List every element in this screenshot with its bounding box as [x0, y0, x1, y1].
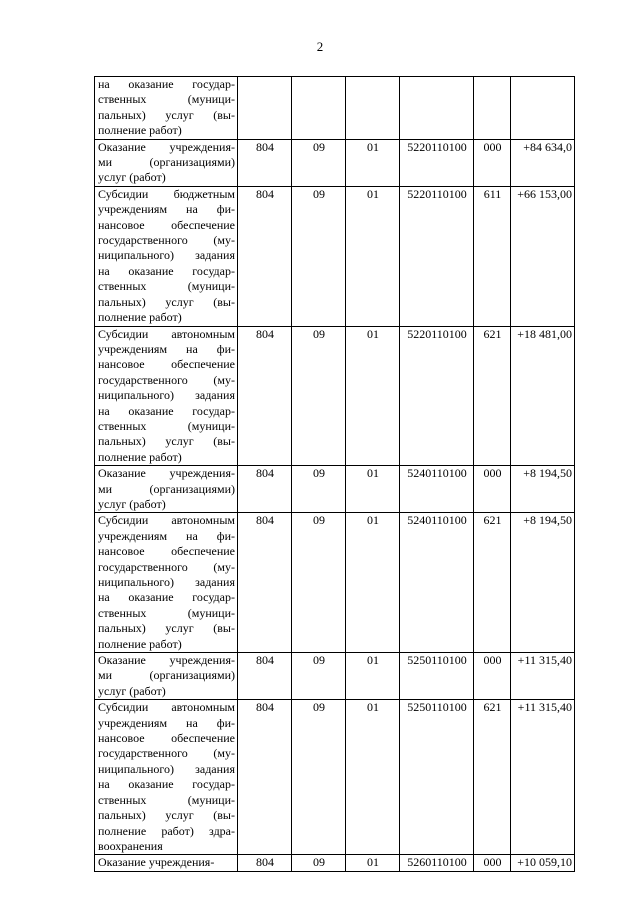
description-line: ми (организациями) — [98, 481, 235, 496]
amount-cell: +8 194,50 — [511, 513, 575, 653]
page-number: 2 — [316, 39, 324, 54]
section-cell: 09 — [292, 653, 346, 700]
description-line: учреждениям на фи- — [98, 715, 235, 730]
amount-cell — [511, 77, 575, 140]
expense-type-cell: 000 — [474, 653, 511, 700]
amount-cell: +84 634,0 — [511, 139, 575, 186]
description-line: на оказание государ- — [98, 590, 235, 605]
description-line: Субсидии автономным — [98, 700, 235, 715]
chapter-code-cell: 804 — [238, 186, 292, 326]
subsection-cell: 01 — [346, 186, 400, 326]
description-line: ниципального) задания — [98, 248, 235, 263]
description-line: услуг (работ) — [98, 170, 166, 185]
description-line: полнение работ) — [98, 636, 182, 651]
target-article-cell: 5220110100 — [400, 326, 474, 466]
description-line: учреждениям на фи- — [98, 202, 235, 217]
description-line: пальных) услуг (вы- — [98, 434, 235, 449]
description-line: ми (организациями) — [98, 668, 235, 683]
subsection-cell: 01 — [346, 513, 400, 653]
chapter-code-cell: 804 — [238, 139, 292, 186]
chapter-code-cell: 804 — [238, 700, 292, 855]
description-line: на оказание государ- — [98, 263, 235, 278]
description-line: учреждениям на фи- — [98, 341, 235, 356]
amount-cell: +18 481,00 — [511, 326, 575, 466]
section-cell — [292, 77, 346, 140]
description-line: полнение работ) — [98, 449, 182, 464]
target-article-cell: 5240110100 — [400, 513, 474, 653]
section-cell: 09 — [292, 186, 346, 326]
description-line: Субсидии автономным — [98, 326, 235, 341]
description-line: учреждениям на фи- — [98, 528, 235, 543]
description-line: на оказание государ- — [98, 403, 235, 418]
description-cell — [95, 653, 238, 700]
description-line: государственного (му- — [98, 559, 235, 574]
description-cell — [95, 855, 238, 871]
description-line: воохранения — [98, 838, 163, 853]
description-line: нансовое обеспечение — [98, 731, 235, 746]
section-cell: 09 — [292, 513, 346, 653]
target-article-cell: 5250110100 — [400, 700, 474, 855]
table-row — [95, 700, 575, 855]
expense-type-cell: 000 — [474, 855, 511, 871]
description-line: нансовое обеспечение — [98, 217, 235, 232]
amount-cell: +8 194,50 — [511, 466, 575, 513]
table-row — [95, 186, 575, 326]
amount-cell: +11 315,40 — [511, 700, 575, 855]
description-line: ниципального) задания — [98, 575, 235, 589]
table-row — [95, 653, 575, 700]
target-article-cell: 5220110100 — [400, 139, 474, 186]
target-article-cell: 5260110100 — [400, 855, 474, 871]
description-line: Субсидии бюджетным — [98, 186, 235, 201]
description-cell — [95, 326, 238, 466]
expense-type-cell: 611 — [474, 186, 511, 326]
description-cell — [95, 513, 238, 653]
description-line: ственных (муници- — [98, 792, 235, 807]
section-cell: 09 — [292, 855, 346, 871]
description-line: Оказание учреждения- — [98, 139, 235, 154]
subsection-cell: 01 — [346, 653, 400, 700]
amount-cell: +66 153,00 — [511, 186, 575, 326]
target-article-cell: 5220110100 — [400, 186, 474, 326]
expense-type-cell: 000 — [474, 139, 511, 186]
description-cell — [95, 466, 238, 513]
description-line: пальных) услуг (вы- — [98, 621, 235, 636]
description-line: ственных (муници- — [98, 418, 235, 433]
description-line: Оказание учреждения- — [98, 466, 235, 481]
table-row — [95, 326, 575, 466]
description-line: пальных) услуг (вы- — [98, 808, 235, 823]
table-row — [95, 513, 575, 653]
amount-cell: +11 315,40 — [511, 653, 575, 700]
description-line: полнение работ) — [98, 310, 182, 325]
amount-cell: +10 059,10 — [511, 855, 575, 871]
target-article-cell: 5250110100 — [400, 653, 474, 700]
expense-type-cell: 621 — [474, 326, 511, 466]
description-line: государственного (му- — [98, 233, 235, 248]
description-line: на оказание государ- — [98, 777, 235, 792]
target-article-cell: 5240110100 — [400, 466, 474, 513]
description-line: ственных (муници- — [98, 605, 235, 620]
chapter-code-cell — [238, 77, 292, 140]
target-article-cell — [400, 77, 474, 140]
chapter-code-cell: 804 — [238, 466, 292, 513]
description-line: полнение работ) здра- — [98, 823, 235, 838]
table-row — [95, 139, 575, 186]
description-line: услуг (работ) — [98, 683, 166, 698]
chapter-code-cell: 804 — [238, 653, 292, 700]
subsection-cell: 01 — [346, 700, 400, 855]
table-row — [95, 466, 575, 513]
description-line: пальных) услуг (вы- — [98, 107, 235, 122]
subsection-cell: 01 — [346, 326, 400, 466]
subsection-cell — [346, 77, 400, 140]
description-line: государственного (му- — [98, 746, 235, 761]
section-cell: 09 — [292, 700, 346, 855]
description-cell — [95, 186, 238, 326]
description-line: полнение работ) — [98, 123, 182, 138]
description-line: ниципального) задания — [98, 761, 235, 776]
subsection-cell: 01 — [346, 855, 400, 871]
expense-type-cell: 621 — [474, 700, 511, 855]
budget-table — [94, 76, 575, 872]
section-cell: 09 — [292, 466, 346, 513]
table-row — [95, 77, 575, 140]
description-cell — [95, 700, 238, 855]
section-cell: 09 — [292, 139, 346, 186]
description-cell — [95, 139, 238, 186]
description-line: Субсидии автономным — [98, 513, 235, 528]
description-line: нансовое обеспечение — [98, 357, 235, 372]
description-line: государственного (му- — [98, 372, 235, 387]
description-line: Оказание учреждения- — [98, 855, 215, 870]
subsection-cell: 01 — [346, 466, 400, 513]
expense-type-cell: 621 — [474, 513, 511, 653]
subsection-cell: 01 — [346, 139, 400, 186]
description-line: пальных) услуг (вы- — [98, 294, 235, 309]
description-line: ственных (муници- — [98, 92, 235, 107]
section-cell: 09 — [292, 326, 346, 466]
chapter-code-cell: 804 — [238, 855, 292, 871]
table-row — [95, 855, 575, 871]
description-line: услуг (работ) — [98, 496, 166, 511]
description-line: ниципального) задания — [98, 388, 235, 403]
description-line: ми (организациями) — [98, 155, 235, 170]
expense-type-cell: 000 — [474, 466, 511, 513]
description-line: нансовое обеспечение — [98, 544, 235, 559]
chapter-code-cell: 804 — [238, 326, 292, 466]
description-line: на оказание государ- — [98, 77, 235, 91]
expense-type-cell — [474, 77, 511, 140]
description-line: Оказание учреждения- — [98, 653, 235, 668]
chapter-code-cell: 804 — [238, 513, 292, 653]
description-line: ственных (муници- — [98, 279, 235, 294]
description-cell — [95, 77, 238, 140]
